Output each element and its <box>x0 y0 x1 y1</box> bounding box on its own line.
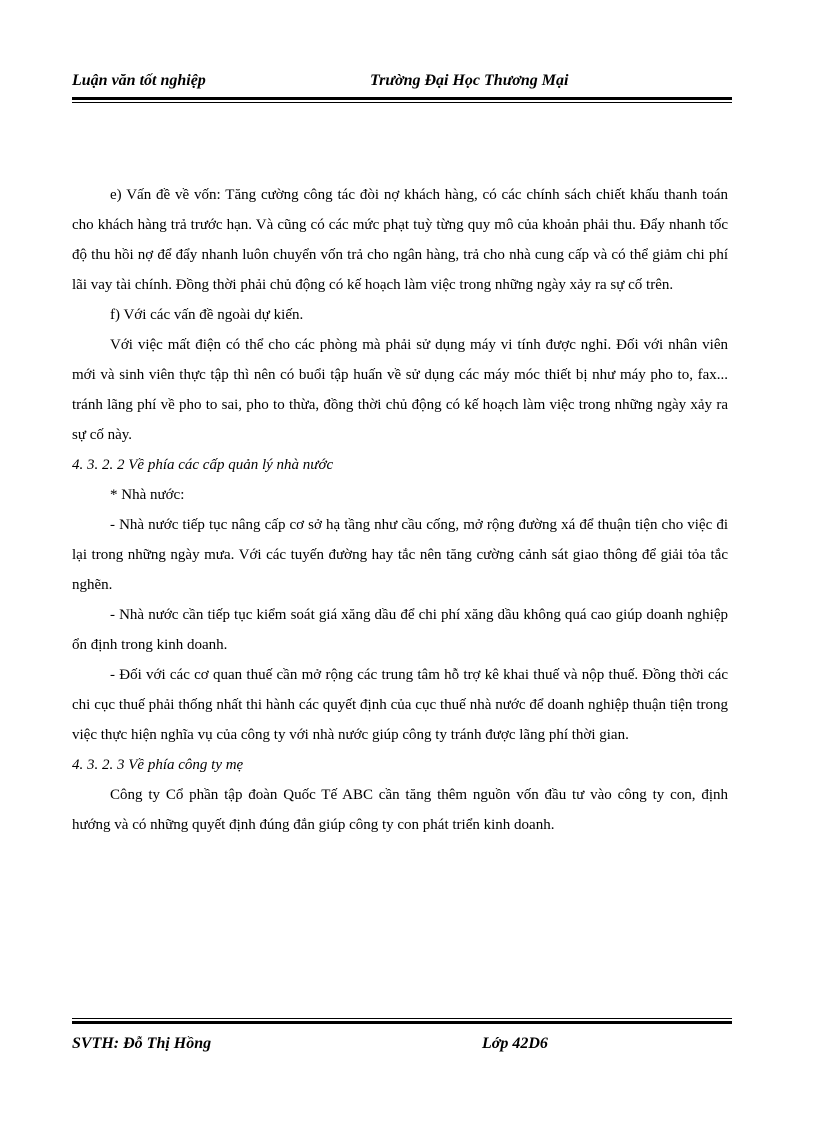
paragraph-parent-company: Công ty Cổ phần tập đoàn Quốc Tế ABC cần tăng thêm nguồn vốn đầu tư vào công ty con, định hướng và có những quyết định đúng đắn giúp công ty con phát triển kinh doanh. <box>72 787 728 833</box>
header-thesis-label: Luận văn tốt nghiệp <box>72 72 206 89</box>
document-body <box>72 180 728 840</box>
header-university: Trường Đại Học Thương Mại <box>370 72 569 89</box>
paragraph-infrastructure: - Nhà nước tiếp tục nâng cấp cơ sở hạ tầng như cầu cống, mở rộng đường xá để thuận tiện cho việc đi lại trong những ngày mưa. Với các tuyến đường hay tắc nên tăng cường cảnh sát giao thông để giải tỏa tắc nghẽn. <box>72 517 728 593</box>
header-rule <box>72 97 732 103</box>
paragraph-fuel-price: - Nhà nước cần tiếp tục kiểm soát giá xăng dầu để chi phí xăng dầu không quá cao giúp doanh nghiệp ổn định trong kinh doanh. <box>72 607 728 653</box>
paragraph-power-outage: Với việc mất điện có thể cho các phòng mà phải sử dụng máy vi tính được nghỉ. Đối với nhân viên mới và sinh viên thực tập thì nên có buổi tập huấn về sử dụng các máy móc thiết bị như máy pho to, fax... tránh lãng phí về pho to sai, pho to thừa, đồng thời chủ động có kế hoạch làm việc trong những ngày xảy ra sự cố này. <box>72 337 728 443</box>
section-heading-parent-company: 4. 3. 2. 3 Về phía công ty mẹ <box>72 757 244 773</box>
footer-student: SVTH: Đỗ Thị Hồng <box>72 1035 212 1052</box>
paragraph-state-label: * Nhà nước: <box>110 487 185 503</box>
section-heading-state: 4. 3. 2. 2 Về phía các cấp quản lý nhà nước <box>72 457 334 473</box>
paragraph-capital-issue: e) Vấn đề về vốn: Tăng cường công tác đòi nợ khách hàng, có các chính sách chiết khấu thanh toán cho khách hàng trả trước hạn. Và cũng có các mức phạt tuỳ từng quy mô của khoản phải thu. Đẩy nhanh tốc độ thu hồi nợ để đẩy nhanh luôn chuyển vốn trả cho ngân hàng, trả cho nhà cung cấp và có thể giảm chi phí lãi vay tài chính. Đồng thời phải chủ động có kế hoạch làm việc trong những ngày xảy ra sự cố trên. <box>72 187 728 293</box>
footer-class: Lớp 42D6 <box>482 1035 548 1052</box>
footer-rule <box>72 1018 732 1024</box>
paragraph-tax-offices: - Đối với các cơ quan thuế cần mở rộng các trung tâm hỗ trợ kê khai thuế và nộp thuế. Đồng thời các chi cục thuế phải thống nhất thi hành các quyết định của cục thuế nhà nước để doanh nghiệp thuận tiện trong việc thực hiện nghĩa vụ của công ty với nhà nước giúp công ty tránh được lãng phí thời gian. <box>72 667 728 743</box>
paragraph-unexpected-issues: f) Với các vấn đề ngoài dự kiến. <box>110 307 304 323</box>
